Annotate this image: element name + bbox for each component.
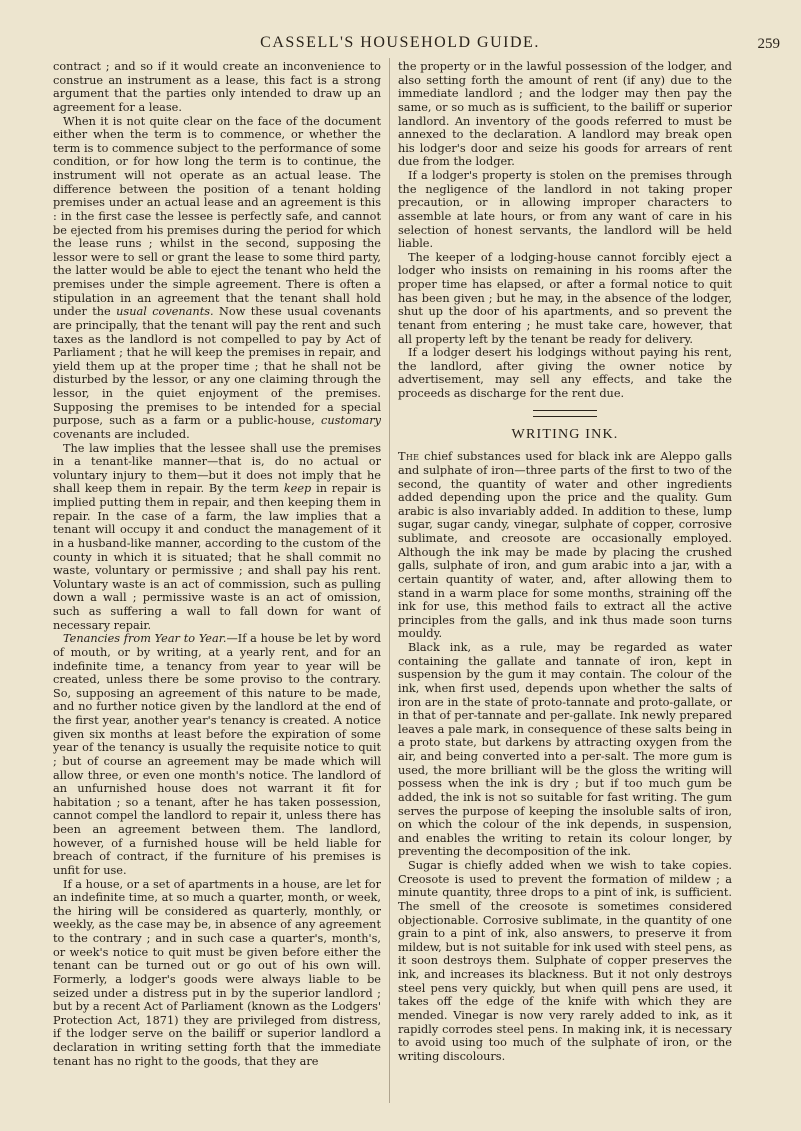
text-run: Now these usual covenants are principally, that the tenant will pay the rent and such taxes as the landlord is not compelled to pay by Act of Parliament ; that he will keep the premises in repair, and yield them up at the proper time ; that he shall not be disturbed by the lessor, or any one claiming through the lessor, in the quiet enjoyment of the premises. Supposing the premises to be intended for a special purpose, such as a farm or a public-house,: [53, 305, 381, 428]
paragraph: If a lodger desert his lodgings without paying his rent, the landlord, after giving the owner notice by advertisement, may sell any effects, and take the proceeds as discharge for the rent due.: [398, 346, 732, 400]
paragraph: If a lodger's property is stolen on the premises through the negligence of the landlord in not taking proper precaution, or in allowing improper characters to assemble at late hours, or from any want of care in his selection of honest servants, the landlord will be held liable.: [398, 169, 732, 251]
paragraph: contract ; and so if it would create an inconvenience to construe an instrument as a lease, this fact is a strong argument that the parties only intended to draw up an agreement for a lease.: [53, 60, 381, 114]
text-run: chief substances used for black ink are Aleppo galls and sulphate of iron—three parts of the first to two of the second, the quantity of water and other ingredients added depending upon the price and the quality. Gum arabic is also invariably added. In addition to these, lump sugar, sugar candy, vinegar, sulphate of copper, corrosive sublimate, and creosote are occasionally employed. Although the ink may be made by placing the crushed galls, sulphate of iron, and gum arabic into a jar, with a certain quantity of water, and, after allowing them to stand in a warm place for some months, straining off the ink for use, this method fails to extract all the active principles from the galls, and ink thus made soon turns mouldy.: [398, 450, 732, 641]
lead-word: The: [398, 450, 420, 464]
text-run: —If a house be let by word of mouth, or by writing, at a yearly rent, and for an indefinite time, a tenancy from year to year will be created, unless there be some proviso to the contrary. So, supposing an agreement of this nature to be made, and no further notice given by the landlord at the end of the first year, another year's tenancy is created. A notice given six months at least before the expiration of some year of the tenancy is usually the requisite notice to quit ; but of course an agreement may be made which will allow three, or even one month's notice. The landlord of an unfurnished house does not warrant it fit for habitation ; so a tenant, after he has taken possession, cannot compel the landlord to repair it, unless there has been an agreement between them. The landlord, however, of a furnished house will be held liable for breach of contract, if the furniture of his premises is unfit for use.: [53, 632, 381, 877]
text-run: covenants are included.: [53, 427, 190, 441]
paragraph: If a house, or a set of apartments in a house, are let for an indefinite time, at so much a quarter, month, or week, the hiring will be considered as quarterly, monthly, or weekly, as the case may be, in absence of any agreement to the contrary ; and in such case a quarter's, month's, or week's notice to quit must be given before either the tenant can be turned out or go out of his own will. Formerly, a lodger's goods were always liable to be seized under a distress put in by the superior landlord ; but by a recent Act of Parliament (known as the Lodgers' Protection Act, 1871) they are privileged from distress, if the lodger serve on the bailiff or superior landlord a declaration in writing setting forth that the immediate tenant has no right to the goods, that they are: [53, 877, 381, 1068]
paragraph: Black ink, as a rule, may be regarded as water containing the gallate and tannate of iron, kept in suspension by the gum it may contain. The colour of the ink, when first used, depends upon whether the salts of iron are in the state of proto-tannate and proto-gallate, or in that of per-tannate and per-gallate. Ink newly prepared leaves a pale mark, in consequence of these salts being in a proto state, but darkens by attracting oxygen from the air, and being converted into a per-salt. The more gum is used, the more brilliant will be the gloss the writing will possess when the ink is dry ; but if too much gum be added, the ink is not so suitable for fast writing. The gum serves the purpose of keeping the insoluble salts of iron, on which the colour of the ink depends, in suspension, and enables the writing to retain its colour longer, by preventing the decomposition of the ink.: [398, 641, 732, 859]
paragraph: Sugar is chiefly added when we wish to take copies. Creosote is used to prevent the formation of mildew ; a minute quantity, three drops to a pint of ink, is sufficient. The smell of the creosote is sometimes considered objectionable. Corrosive sublimate, in the quantity of one grain to a pint of ink, also answers, to preserve it from mildew, but is not suitable for ink used with steel pens, as it soon destroys them. Sulphate of copper preserves the ink, and increases its blackness. But it not only destroys steel pens very quickly, but when quill pens are used, it takes off the edge of the knife with which they are mended. Vinegar is now very rarely added to ink, as it rapidly corrodes steel pens. In making ink, it is necessary to avoid using too much of the sulphate of iron, or the writing discolours.: [398, 859, 732, 1063]
subheading: Tenancies from Year to Year.: [63, 632, 227, 646]
paragraph: the property or in the lawful possession of the lodger, and also setting forth the amount of rent (if any) due to the immediate landlord ; and the lodger may then pay the same, or so much as is sufficient, to the bailiff or superior landlord. An inventory of the goods referred to must be annexed to the declaration. A landlord may break open his lodger's door and seize his goods for arrears of rent due from the lodger.: [398, 60, 732, 169]
page-number: 259: [757, 36, 780, 52]
paragraph: [53, 632, 381, 877]
paragraph: [53, 442, 381, 633]
paragraph: [53, 115, 381, 442]
text-run: When it is not quite clear on the face of the document either when the term is to commence, or whether the term is to commence subject to the performance of some condition, or for how long the term is to continue, the instrument will not operate as an actual lease. The difference between the position of a tenant holding premises under an actual lease and an agreement is this : in the first case the lessee is perfectly safe, and cannot be ejected from his premises during the period for which the lease runs ; whilst in the second, supposing the lessor were to sell or grant the lease to some third party, the latter would be able to eject the tenant who held the premises under the simple agreement. There is often a stipulation in an agreement that the tenant shall hold under the: [53, 114, 381, 319]
italic-term: customary: [321, 414, 381, 428]
left-column: [53, 60, 381, 1107]
running-title: CASSELL'S HOUSEHOLD GUIDE.: [260, 34, 540, 51]
section-heading: WRITING INK.: [511, 426, 619, 442]
paragraph: The keeper of a lodging-house cannot forcibly eject a lodger who insists on remaining in his rooms after the proper time has elapsed, or after a formal notice to quit has been given ; but he may, in the absence of the lodger, shut up the door of his apartments, and so prevent the tenant from entering ; he must take care, however, that all property left by the tenant be ready for delivery.: [398, 250, 732, 346]
text-run: in repair is implied putting them in repair, and then keeping them in repair. In the case of a farm, the law implies that a tenant will occupy it and conduct the management of it in a husband-like manner, according to the custom of the county in which it is situated; that he shall commit no waste, voluntary or permissive ; and shall pay his rent. Voluntary waste is an act of commission, such as pulling down a wall ; permissive waste is an act of omission, such as suffering a wall to fall down for want of necessary repair.: [53, 482, 381, 632]
text-run: The law implies that the lessee shall use the premises in a tenant-like manner—that is, do no actual or voluntary injury to them—but it does not imply that he shall keep them in repair. By the term: [53, 441, 381, 496]
column-divider: [389, 58, 390, 1103]
paragraph: [398, 450, 732, 641]
italic-term: usual covenants.: [116, 305, 214, 319]
section-divider: [533, 410, 597, 417]
right-column: [398, 60, 732, 1107]
italic-term: keep: [283, 482, 312, 496]
